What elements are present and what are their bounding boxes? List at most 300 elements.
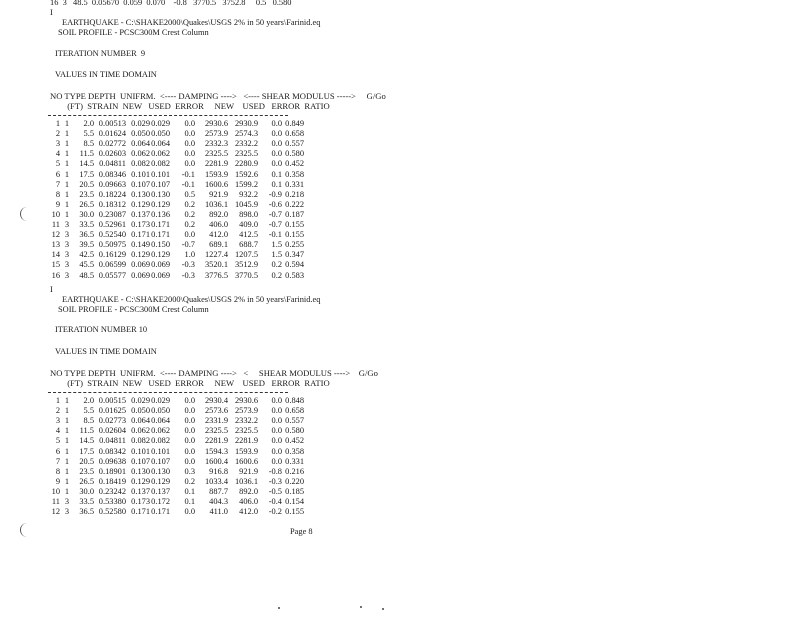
cell-mod-used: 1207.5 <box>234 250 258 260</box>
cell-ratio: 0.331 <box>285 179 304 189</box>
cell-ratio: 0.187 <box>285 209 304 219</box>
cell-damp-new: 0.130 <box>131 189 150 199</box>
cell-ratio: 0.358 <box>285 169 304 179</box>
cell-depth: 5.5 <box>83 129 94 139</box>
cell-mod-new: 1600.4 <box>204 456 228 466</box>
cell-mod-error: 0.0 <box>271 159 282 169</box>
cell-type: 1 <box>64 426 69 436</box>
cell-no: 11 <box>51 497 60 506</box>
cell-depth: 5.5 <box>83 406 94 416</box>
cell-ratio: 0.216 <box>285 466 304 476</box>
cell-ratio: 0.155 <box>285 220 304 229</box>
cell-type: 1 <box>64 456 69 466</box>
cell-mod-error: 0.1 <box>271 179 282 189</box>
cell-type: 1 <box>64 209 69 219</box>
cell-depth: 20.5 <box>79 456 94 466</box>
cell-damp-used: 0.101 <box>151 446 170 456</box>
cell-no: 7 <box>55 456 60 466</box>
cell-damp-error: 0.0 <box>184 230 195 240</box>
cell-mod-new: 2325.5 <box>204 149 228 159</box>
cell-no: 3 <box>55 416 60 426</box>
cell-mod-new: 1593.9 <box>204 169 228 179</box>
cell-depth: 14.5 <box>79 436 94 446</box>
cell-strain: 0.04811 <box>99 436 126 446</box>
cell-damp-new: 0.064 <box>131 139 150 149</box>
cell-no: 4 <box>55 149 60 159</box>
cell-damp-new: 0.171 <box>131 230 150 240</box>
cell-mod-new: 1036.1 <box>204 199 228 209</box>
cell-type: 3 <box>64 507 69 517</box>
cell-mod-new: 2325.5 <box>204 426 228 436</box>
soil-profile-line: SOIL PROFILE - PCSC300M Crest Column <box>58 28 209 37</box>
cell-mod-error: -0.6 <box>268 199 282 209</box>
cell-damp-used: 0.064 <box>151 139 170 149</box>
cell-depth: 33.5 <box>79 497 94 506</box>
cell-strain: 0.06599 <box>98 260 126 270</box>
cell-mod-new: 2930.4 <box>204 396 228 405</box>
cell-mod-error: 0.0 <box>271 149 282 159</box>
cell-mod-error: -0.9 <box>268 189 282 199</box>
cell-damp-error: 0.1 <box>184 497 195 506</box>
cell-damp-new: 0.101 <box>131 169 150 179</box>
cell-mod-error: -0.4 <box>268 497 282 506</box>
cell-mod-used: 3512.9 <box>234 260 258 270</box>
cell-depth: 17.5 <box>79 169 94 179</box>
cell-strain: 0.02604 <box>98 426 126 436</box>
cell-damp-error: 0.2 <box>184 199 195 209</box>
cell-mod-error: 0.2 <box>271 260 282 270</box>
cell-mod-new: 406.0 <box>209 220 228 229</box>
cell-mod-error: 0.0 <box>271 446 282 456</box>
values-time-domain: VALUES IN TIME DOMAIN <box>55 347 157 356</box>
cell-damp-error: 0.1 <box>184 486 195 496</box>
cell-damp-error: 0.0 <box>184 406 195 416</box>
cell-mod-new: 3520.1 <box>204 260 228 270</box>
cell-mod-used: 2280.9 <box>234 159 258 169</box>
cell-damp-used: 0.082 <box>151 159 170 169</box>
cell-damp-used: 0.171 <box>151 507 170 517</box>
cell-mod-error: 0.0 <box>271 129 282 139</box>
cell-ratio: 0.580 <box>285 149 304 159</box>
cell-type: 1 <box>64 436 69 446</box>
cell-type: 3 <box>64 497 69 506</box>
cell-damp-new: 0.064 <box>131 416 150 426</box>
cell-no: 1 <box>55 119 60 128</box>
cell-no: 13 <box>51 240 60 250</box>
cell-ratio: 0.155 <box>285 507 304 517</box>
cell-strain: 0.18312 <box>98 199 126 209</box>
cell-depth: 2.0 <box>83 396 94 405</box>
cell-mod-new: 412.0 <box>209 230 228 240</box>
header-underline <box>48 392 288 393</box>
cell-mod-used: 3770.5 <box>234 270 258 280</box>
scan-speck <box>360 606 362 608</box>
cell-depth: 20.5 <box>79 179 94 189</box>
cell-mod-used: 1600.6 <box>234 456 258 466</box>
cell-no: 12 <box>51 507 60 517</box>
cell-damp-error: 0.2 <box>184 220 195 229</box>
cell-mod-new: 2573.6 <box>204 406 228 416</box>
cell-damp-used: 0.150 <box>151 240 170 250</box>
cell-damp-error: 0.0 <box>184 426 195 436</box>
cell-damp-error: 0.0 <box>184 436 195 446</box>
cell-depth: 26.5 <box>79 199 94 209</box>
cell-depth: 23.5 <box>79 466 94 476</box>
cell-damp-used: 0.107 <box>151 179 170 189</box>
binder-hole-mark <box>20 523 31 537</box>
cell-mod-new: 892.0 <box>209 209 228 219</box>
values-time-domain: VALUES IN TIME DOMAIN <box>55 70 157 79</box>
cell-mod-error: 1.5 <box>271 250 282 260</box>
cell-mod-error: 0.0 <box>271 426 282 436</box>
cell-damp-used: 0.107 <box>151 456 170 466</box>
cell-mod-new: 404.3 <box>209 497 228 506</box>
cell-damp-error: 0.0 <box>184 396 195 405</box>
cell-mod-new: 2281.9 <box>204 159 228 169</box>
cell-mod-used: 1036.1 <box>234 476 258 486</box>
cell-type: 3 <box>64 230 69 240</box>
cell-damp-used: 0.064 <box>151 416 170 426</box>
scan-speck <box>382 608 384 610</box>
cell-depth: 39.5 <box>79 240 94 250</box>
cell-type: 1 <box>64 119 69 128</box>
cell-type: 3 <box>64 260 69 270</box>
cell-depth: 8.5 <box>83 139 94 149</box>
cell-strain: 0.52580 <box>98 507 126 517</box>
cell-ratio: 0.331 <box>285 456 304 466</box>
cell-damp-used: 0.171 <box>151 220 170 229</box>
cell-damp-used: 0.069 <box>151 270 170 280</box>
cell-depth: 48.5 <box>79 270 94 280</box>
cell-type: 1 <box>64 149 69 159</box>
cell-damp-used: 0.130 <box>151 466 170 476</box>
cell-depth: 17.5 <box>79 446 94 456</box>
cell-type: 1 <box>64 129 69 139</box>
table-header-2: (FT) STRAIN NEW USED ERROR NEW USED ERROR RATIO <box>50 378 330 388</box>
cell-strain: 0.02772 <box>98 139 126 149</box>
cell-mod-error: -0.1 <box>268 230 282 240</box>
cell-no: 3 <box>55 139 60 149</box>
cell-mod-new: 689.1 <box>209 240 228 250</box>
cell-no: 6 <box>55 446 60 456</box>
cell-strain: 0.08342 <box>98 446 126 456</box>
cell-mod-used: 898.0 <box>239 209 258 219</box>
binder-hole-mark <box>20 207 31 221</box>
cell-mod-new: 2573.9 <box>204 129 228 139</box>
cell-damp-new: 0.173 <box>131 497 150 506</box>
cell-type: 3 <box>64 270 69 280</box>
cell-ratio: 0.557 <box>285 416 304 426</box>
cell-damp-used: 0.129 <box>151 250 170 260</box>
cell-no: 5 <box>55 436 60 446</box>
cell-depth: 36.5 <box>79 230 94 240</box>
cell-damp-used: 0.062 <box>151 149 170 159</box>
cell-damp-new: 0.173 <box>131 220 150 229</box>
cell-damp-error: 0.2 <box>184 476 195 486</box>
cell-mod-error: -0.5 <box>268 486 282 496</box>
cell-ratio: 0.358 <box>285 446 304 456</box>
cell-damp-new: 0.129 <box>131 250 150 260</box>
table-header-2: (FT) STRAIN NEW USED ERROR NEW USED ERROR RATIO <box>50 101 330 111</box>
cell-damp-new: 0.029 <box>131 396 150 405</box>
cell-damp-error: 0.0 <box>184 456 195 466</box>
cell-depth: 8.5 <box>83 416 94 426</box>
cell-damp-used: 0.129 <box>151 476 170 486</box>
cell-depth: 45.5 <box>79 260 94 270</box>
cell-damp-new: 0.149 <box>131 240 150 250</box>
cell-ratio: 0.849 <box>285 119 304 128</box>
table-header-1: NO TYPE DEPTH UNIFRM. <---- DAMPING ----> < SHEAR MODULUS ----> G/Go <box>50 368 378 378</box>
cell-depth: 42.5 <box>79 250 94 260</box>
cell-ratio: 0.222 <box>285 199 304 209</box>
cell-mod-error: 0.0 <box>271 406 282 416</box>
cell-damp-error: 0.0 <box>184 139 195 149</box>
cell-mod-used: 688.7 <box>239 240 258 250</box>
cell-mod-error: -0.2 <box>268 507 282 517</box>
cell-mod-error: 1.5 <box>271 240 282 250</box>
cell-damp-error: 0.0 <box>184 446 195 456</box>
cell-damp-used: 0.050 <box>151 406 170 416</box>
cell-strain: 0.02603 <box>98 149 126 159</box>
cell-ratio: 0.557 <box>285 139 304 149</box>
cell-no: 9 <box>55 199 60 209</box>
cell-damp-used: 0.172 <box>151 497 170 506</box>
cell-mod-used: 2930.6 <box>234 396 258 405</box>
cell-damp-new: 0.029 <box>131 119 150 128</box>
iteration-number: ITERATION NUMBER 10 <box>55 325 148 334</box>
cell-mod-used: 2325.5 <box>234 149 258 159</box>
cell-damp-used: 0.050 <box>151 129 170 139</box>
cell-no: 1 <box>55 396 60 405</box>
iteration-number: ITERATION NUMBER 9 <box>55 49 146 58</box>
cell-strain: 0.09663 <box>98 179 126 189</box>
cell-mod-used: 2332.2 <box>234 139 258 149</box>
cell-damp-new: 0.130 <box>131 466 150 476</box>
cell-depth: 36.5 <box>79 507 94 517</box>
cell-ratio: 0.848 <box>285 396 304 405</box>
cell-strain: 0.53380 <box>98 497 126 506</box>
cell-strain: 0.01625 <box>98 406 126 416</box>
cell-damp-new: 0.129 <box>131 476 150 486</box>
cell-damp-error: -0.3 <box>181 270 195 280</box>
cell-no: 9 <box>55 476 60 486</box>
cell-depth: 14.5 <box>79 159 94 169</box>
cell-ratio: 0.658 <box>285 129 304 139</box>
page-number: Page 8 <box>290 527 313 536</box>
cell-damp-used: 0.171 <box>151 230 170 240</box>
cell-no: 6 <box>55 169 60 179</box>
cell-damp-new: 0.171 <box>131 507 150 517</box>
cell-damp-new: 0.082 <box>131 159 150 169</box>
cell-damp-new: 0.137 <box>131 486 150 496</box>
cell-mod-error: 0.0 <box>271 456 282 466</box>
cell-mod-used: 2573.9 <box>234 406 258 416</box>
cell-strain: 0.52540 <box>98 230 126 240</box>
cell-no: 2 <box>55 406 60 416</box>
cell-mod-error: 0.1 <box>271 169 282 179</box>
cell-depth: 23.5 <box>79 189 94 199</box>
cell-strain: 0.50975 <box>98 240 126 250</box>
cell-strain: 0.04811 <box>99 159 126 169</box>
cell-depth: 30.0 <box>79 486 94 496</box>
table-header-1: NO TYPE DEPTH UNIFRM. <---- DAMPING ----> <---- SHEAR MODULUS -----> G/Go <box>50 91 386 101</box>
cell-mod-new: 887.7 <box>209 486 228 496</box>
cell-strain: 0.08346 <box>98 169 126 179</box>
cell-strain: 0.52961 <box>98 220 126 229</box>
cell-mod-new: 2281.9 <box>204 436 228 446</box>
cell-strain: 0.18419 <box>98 476 126 486</box>
cell-depth: 11.5 <box>79 149 94 159</box>
cell-damp-error: 0.3 <box>184 466 195 476</box>
cell-type: 1 <box>64 486 69 496</box>
cell-depth: 26.5 <box>79 476 94 486</box>
cell-mod-used: 2574.3 <box>234 129 258 139</box>
earthquake-line: EARTHQUAKE - C:\SHAKE2000\Quakes\USGS 2% in 50 years\Farinid.eq <box>62 18 321 27</box>
cell-mod-new: 3776.5 <box>204 270 228 280</box>
cell-damp-new: 0.107 <box>131 179 150 189</box>
cell-ratio: 0.580 <box>285 426 304 436</box>
cell-depth: 33.5 <box>79 220 94 229</box>
cell-mod-used: 2930.9 <box>234 119 258 128</box>
cell-type: 3 <box>64 220 69 229</box>
cell-ratio: 0.658 <box>285 406 304 416</box>
cell-damp-error: 0.0 <box>184 416 195 426</box>
cell-damp-used: 0.062 <box>151 426 170 436</box>
cell-mod-error: 0.0 <box>271 396 282 405</box>
cell-damp-error: 0.0 <box>184 159 195 169</box>
cell-mod-new: 916.8 <box>209 466 228 476</box>
cell-damp-used: 0.137 <box>151 486 170 496</box>
cell-damp-used: 0.029 <box>151 396 170 405</box>
cell-damp-new: 0.082 <box>131 436 150 446</box>
cell-damp-new: 0.069 <box>131 260 150 270</box>
cell-damp-new: 0.050 <box>131 129 150 139</box>
cell-mod-new: 2332.3 <box>204 139 228 149</box>
cell-type: 1 <box>64 189 69 199</box>
cell-strain: 0.23087 <box>98 209 126 219</box>
cell-mod-used: 1593.9 <box>234 446 258 456</box>
cell-depth: 2.0 <box>83 119 94 128</box>
earthquake-line: EARTHQUAKE - C:\SHAKE2000\Quakes\USGS 2% in 50 years\Farinid.eq <box>62 295 321 304</box>
cell-mod-error: 0.0 <box>271 139 282 149</box>
cell-no: 2 <box>55 129 60 139</box>
cell-type: 1 <box>64 179 69 189</box>
cell-damp-new: 0.050 <box>131 406 150 416</box>
cell-strain: 0.23242 <box>98 486 126 496</box>
cell-damp-error: 1.0 <box>184 250 195 260</box>
cell-ratio: 0.594 <box>285 260 304 270</box>
cell-mod-used: 412.0 <box>239 507 258 517</box>
cell-type: 1 <box>64 199 69 209</box>
cell-type: 1 <box>64 169 69 179</box>
cell-strain: 0.00515 <box>98 396 126 405</box>
cell-mod-error: -0.8 <box>268 466 282 476</box>
cell-type: 1 <box>64 396 69 405</box>
cell-damp-used: 0.101 <box>151 169 170 179</box>
cell-ratio: 0.347 <box>285 250 304 260</box>
cell-mod-new: 921.9 <box>209 189 228 199</box>
cell-mod-error: 0.0 <box>271 416 282 426</box>
cell-damp-new: 0.137 <box>131 209 150 219</box>
cell-damp-used: 0.129 <box>151 199 170 209</box>
cell-mod-used: 1599.2 <box>234 179 258 189</box>
cell-mod-error: 0.0 <box>271 119 282 128</box>
cell-no: 4 <box>55 426 60 436</box>
cell-damp-used: 0.029 <box>151 119 170 128</box>
cell-no: 8 <box>55 466 60 476</box>
cell-mod-used: 892.0 <box>239 486 258 496</box>
cell-damp-used: 0.136 <box>151 209 170 219</box>
cell-type: 1 <box>64 446 69 456</box>
cell-no: 14 <box>51 250 60 260</box>
cell-ratio: 0.220 <box>285 476 304 486</box>
cell-strain: 0.01624 <box>98 129 126 139</box>
cell-mod-error: -0.7 <box>268 220 282 229</box>
cell-damp-error: -0.1 <box>181 169 195 179</box>
cell-damp-used: 0.130 <box>151 189 170 199</box>
cell-no: 5 <box>55 159 60 169</box>
cell-ratio: 0.218 <box>285 189 304 199</box>
cell-mod-used: 406.0 <box>239 497 258 506</box>
pipe-mark: I <box>50 285 53 294</box>
cell-damp-error: 0.0 <box>184 507 195 517</box>
cell-mod-used: 1592.6 <box>234 169 258 179</box>
cell-ratio: 0.185 <box>285 486 304 496</box>
cell-type: 1 <box>64 466 69 476</box>
cell-damp-new: 0.062 <box>131 149 150 159</box>
cell-strain: 0.05577 <box>98 270 126 280</box>
cell-no: 15 <box>51 260 60 270</box>
cell-damp-error: -0.3 <box>181 260 195 270</box>
cell-mod-error: -0.7 <box>268 209 282 219</box>
cell-mod-new: 1033.4 <box>204 476 228 486</box>
cell-damp-used: 0.069 <box>151 260 170 270</box>
cell-ratio: 0.155 <box>285 230 304 240</box>
cell-strain: 0.16129 <box>98 250 126 260</box>
cell-mod-used: 2325.5 <box>234 426 258 436</box>
cell-damp-new: 0.062 <box>131 426 150 436</box>
pipe-mark: I <box>50 8 53 17</box>
header-underline <box>48 115 288 116</box>
cell-strain: 0.18901 <box>98 466 126 476</box>
cell-damp-used: 0.082 <box>151 436 170 446</box>
cell-no: 12 <box>51 230 60 240</box>
cell-mod-new: 2930.6 <box>204 119 228 128</box>
cell-mod-error: -0.3 <box>268 476 282 486</box>
cell-mod-new: 411.0 <box>209 507 228 517</box>
cell-damp-error: 0.0 <box>184 119 195 128</box>
cell-depth: 30.0 <box>79 209 94 219</box>
cell-mod-new: 1600.6 <box>204 179 228 189</box>
cell-damp-new: 0.129 <box>131 199 150 209</box>
cell-damp-new: 0.069 <box>131 270 150 280</box>
cell-no: 10 <box>51 486 60 496</box>
cell-damp-error: 0.2 <box>184 209 195 219</box>
cell-mod-used: 932.2 <box>239 189 258 199</box>
cell-mod-new: 2331.9 <box>204 416 228 426</box>
previous-table-last-row: 16 3 48.5 0.05670 0.059 0.070 -0.8 3770.5 3752.8 0.5 0.580 <box>50 0 292 7</box>
cell-ratio: 0.452 <box>285 159 304 169</box>
cell-strain: 0.09638 <box>98 456 126 466</box>
cell-type: 1 <box>64 476 69 486</box>
cell-damp-error: 0.5 <box>184 189 195 199</box>
cell-ratio: 0.583 <box>285 270 304 280</box>
cell-type: 1 <box>64 139 69 149</box>
cell-mod-error: 0.2 <box>271 270 282 280</box>
cell-damp-error: 0.0 <box>184 129 195 139</box>
cell-ratio: 0.255 <box>285 240 304 250</box>
cell-mod-error: 0.0 <box>271 436 282 446</box>
